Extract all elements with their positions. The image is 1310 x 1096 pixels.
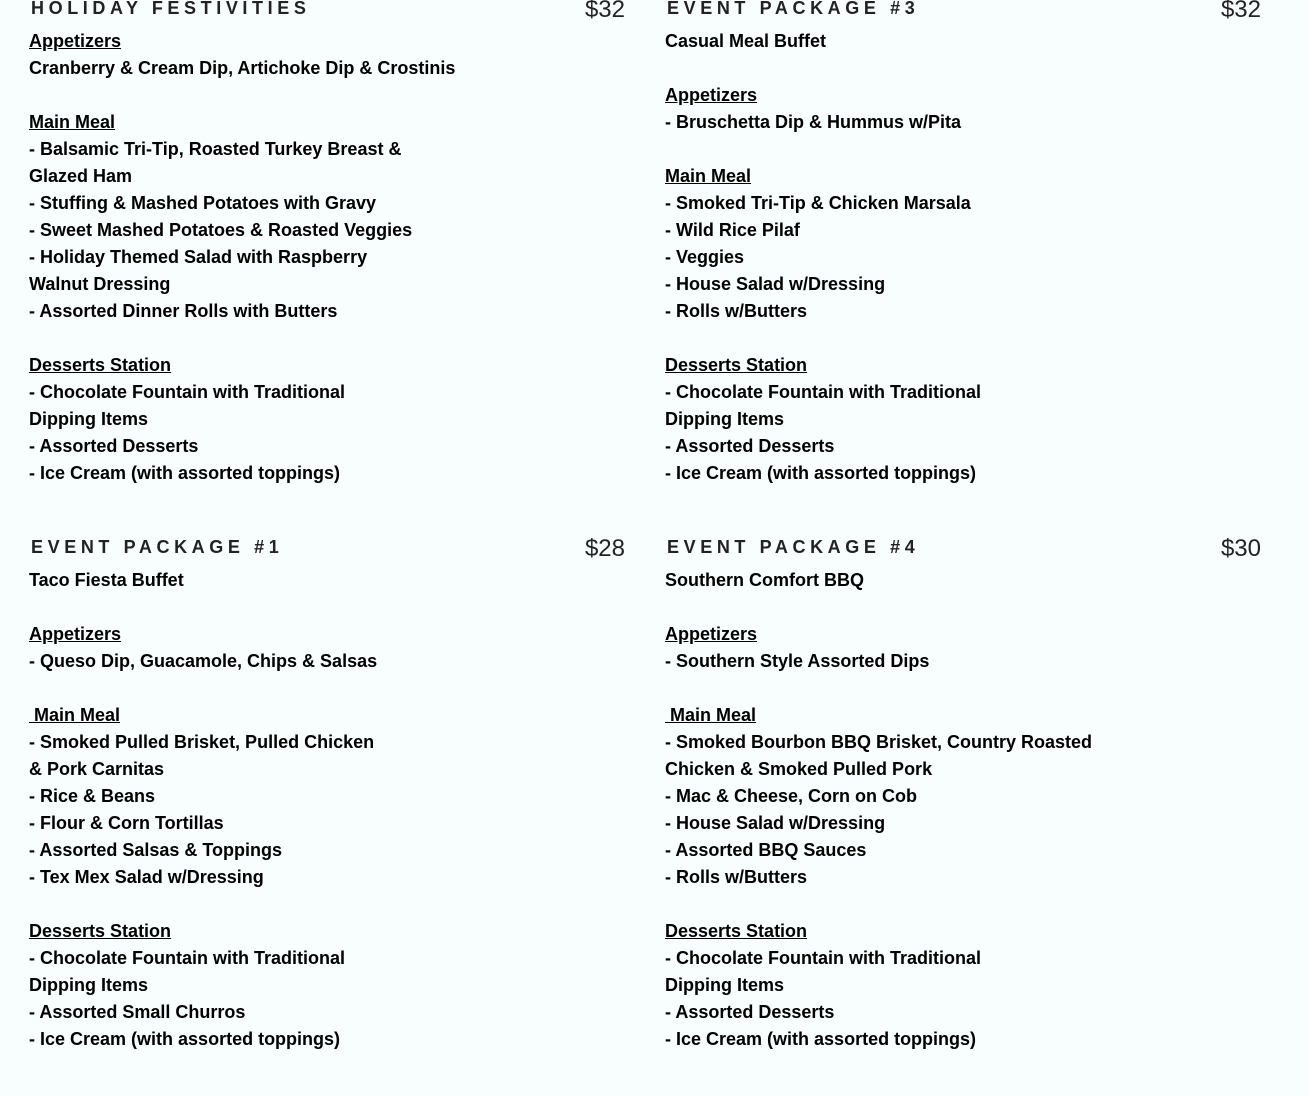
section-heading: Appetizers [665,85,758,105]
spacer [29,891,629,918]
package-title: HOLIDAY FESTIVITIES [31,0,311,18]
menu-item: Dipping Items [29,409,149,429]
menu-item: - Chocolate Fountain with Traditional [665,948,981,968]
section-heading: Appetizers [665,624,758,644]
menu-item: - Smoked Pulled Brisket, Pulled Chicken [29,732,375,752]
menu-item: Casual Meal Buffet [665,31,827,51]
menu-item: - Ice Cream (with assorted toppings) [665,463,977,483]
package-title: EVENT PACKAGE #3 [667,0,920,18]
menu-item: - Southern Style Assorted Dips [665,651,930,671]
package-header [29,0,629,28]
menu-item: - Mac & Cheese, Corn on Cob [665,786,918,806]
spacer [29,82,629,109]
menu-item: - Smoked Tri-Tip & Chicken Marsala [665,193,971,213]
menu-item: - Ice Cream (with assorted toppings) [665,1029,977,1049]
package-event-4 [665,535,1265,1053]
menu-item: - Assorted Desserts [665,1002,835,1022]
package-holiday-festivities [29,0,629,487]
menu-item: Cranberry & Cream Dip, Artichoke Dip & Crostinis [29,58,456,78]
menu-item: - Smoked Bourbon BBQ Brisket, Country Roasted [665,732,1093,752]
menu-item: - Assorted Desserts [665,436,835,456]
menu-item: - Flour & Corn Tortillas [29,813,224,833]
section-heading: Appetizers [29,624,122,644]
section-heading: Desserts Station [29,355,172,375]
package-menu [29,567,629,1053]
section-heading: Main Meal [29,705,121,725]
section-heading: Main Meal [665,166,752,186]
package-price: $32 [1220,0,1261,23]
package-title: EVENT PACKAGE #1 [31,537,284,557]
menu-item: - Assorted Small Churros [29,1002,246,1022]
menu-item: - House Salad w/Dressing [665,274,886,294]
package-title: EVENT PACKAGE #4 [667,537,920,557]
package-menu [665,28,1265,487]
menu-item: Dipping Items [665,409,785,429]
menu-item: - Assorted BBQ Sauces [665,840,867,860]
menu-item: - Assorted Desserts [29,436,199,456]
package-header [29,535,629,567]
spacer [665,136,1265,163]
menu-item: Taco Fiesta Buffet [29,570,184,590]
section-heading: Desserts Station [665,355,808,375]
menu-item: - Assorted Salsas & Toppings [29,840,283,860]
menu-item: Dipping Items [665,975,785,995]
menu-item: Chicken & Smoked Pulled Pork [665,759,933,779]
package-price: $30 [1220,535,1261,562]
menu-item: - Chocolate Fountain with Traditional [29,948,345,968]
menu-item: - Wild Rice Pilaf [665,220,800,240]
menu-item: - Ice Cream (with assorted toppings) [29,463,341,483]
package-event-1 [29,535,629,1053]
menu-item: - Assorted Dinner Rolls with Butters [29,301,338,321]
package-menu [665,567,1265,1053]
package-price: $28 [584,535,625,562]
spacer [665,55,1265,82]
spacer [29,675,629,702]
menu-item: - Balsamic Tri-Tip, Roasted Turkey Breast & [29,139,402,159]
menu-item: - Tex Mex Salad w/Dressing [29,867,264,887]
menu-item: - Rolls w/Butters [665,867,808,887]
menu-item: & Pork Carnitas [29,759,165,779]
spacer [29,325,629,352]
spacer [665,325,1265,352]
menu-item: Dipping Items [29,975,149,995]
section-heading: Desserts Station [665,921,808,941]
section-heading: Main Meal [665,705,757,725]
menu-item: - Chocolate Fountain with Traditional [665,382,981,402]
menu-item: Glazed Ham [29,166,133,186]
menu-item: - Queso Dip, Guacamole, Chips & Salsas [29,651,378,671]
menu-item: - Sweet Mashed Potatoes & Roasted Veggies [29,220,413,240]
package-header [665,0,1265,28]
menu-item: - Veggies [665,247,745,267]
package-price: $32 [584,0,625,23]
menu-item: - House Salad w/Dressing [665,813,886,833]
package-event-3 [665,0,1265,487]
menu-item: - Holiday Themed Salad with Raspberry [29,247,368,267]
menu-item: Southern Comfort BBQ [665,570,864,590]
menu-item: - Chocolate Fountain with Traditional [29,382,345,402]
section-heading: Main Meal [29,112,116,132]
package-header [665,535,1265,567]
menu-item: - Stuffing & Mashed Potatoes with Gravy [29,193,377,213]
menu-item: - Rolls w/Butters [665,301,808,321]
section-heading: Desserts Station [29,921,172,941]
spacer [665,594,1265,621]
menu-item: - Ice Cream (with assorted toppings) [29,1029,341,1049]
menu-item: - Bruschetta Dip & Hummus w/Pita [665,112,962,132]
menu-item: Walnut Dressing [29,274,171,294]
section-heading: Appetizers [29,31,122,51]
package-menu [29,28,629,487]
spacer [665,891,1265,918]
menu-item: - Rice & Beans [29,786,156,806]
spacer [665,675,1265,702]
spacer [29,594,629,621]
